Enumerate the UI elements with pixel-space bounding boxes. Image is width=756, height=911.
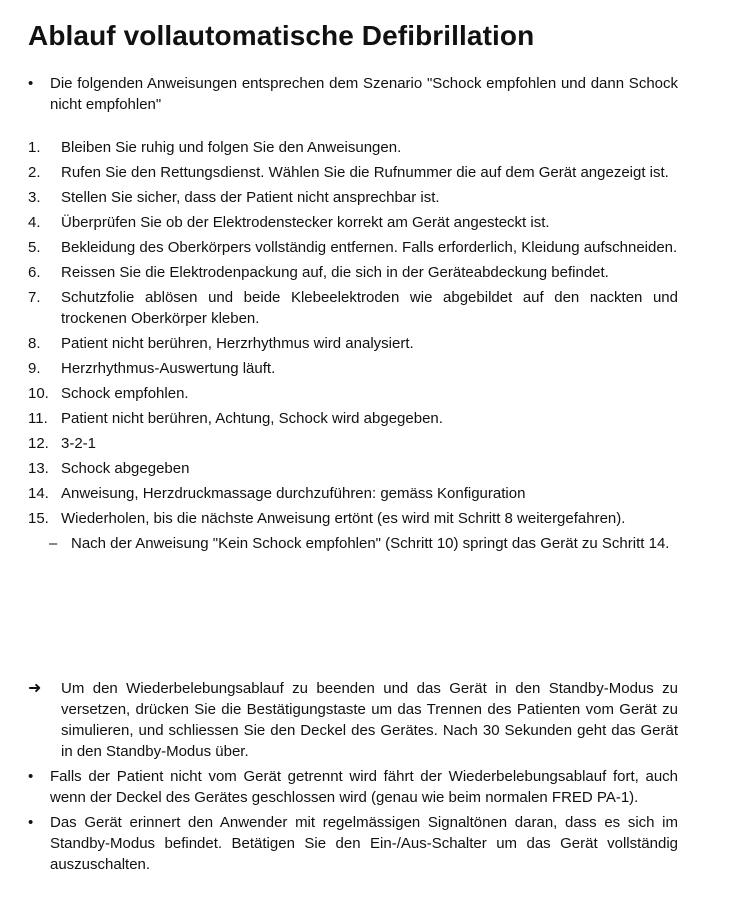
step-text: Bleiben Sie ruhig und folgen Sie den Anweisungen.: [61, 139, 402, 156]
sub-note-text: Nach der Anweisung "Kein Schock empfohlen" (Schritt 10) springt das Gerät zu Schritt 14.: [71, 535, 670, 552]
step-item: [28, 237, 678, 258]
step-text: Schutzfolie ablösen und beide Klebeelektroden wie abgebildet auf den nackten und trockenen Oberkörper kleben.: [61, 289, 678, 327]
step-item: [28, 408, 678, 429]
step-text: Anweisung, Herzdruckmassage durchzuführen: gemäss Konfiguration: [61, 485, 526, 502]
arrow-note: [28, 678, 678, 762]
step-number: 7.: [28, 289, 41, 306]
step-text: Schock empfohlen.: [61, 385, 189, 402]
step-item: [28, 333, 678, 354]
step-number: 12.: [28, 435, 49, 452]
step-text: Rufen Sie den Rettungsdienst. Wählen Sie die Rufnummer die auf dem Gerät angezeigt ist.: [61, 164, 669, 181]
step-number: 14.: [28, 485, 49, 502]
step-text: 3-2-1: [61, 435, 97, 452]
note-text: Das Gerät erinnert den Anwender mit regelmässigen Signaltönen daran, dass es sich im Standby-Modus befindet. Betätigen Sie den Ein-/Aus-Schalter um das Gerät vollständig auszuschalten.: [50, 814, 678, 873]
step-number: 4.: [28, 214, 41, 231]
page-title: Ablauf vollautomatische Defibrillation: [28, 20, 535, 51]
steps-list: [28, 137, 678, 554]
step-item: [28, 212, 678, 233]
step-item: [28, 137, 678, 158]
step-item: [28, 483, 678, 504]
step-number: 15.: [28, 510, 49, 527]
sub-note: [28, 533, 678, 554]
intro-section: [28, 73, 678, 115]
step-number: 5.: [28, 239, 41, 256]
bullet-marker: •: [28, 75, 34, 92]
bullet-note: [28, 766, 678, 808]
step-item: [28, 358, 678, 379]
step-text: Herzrhythmus-Auswertung läuft.: [61, 360, 276, 377]
intro-bullet: [28, 73, 678, 115]
step-number: 6.: [28, 264, 41, 281]
step-item: [28, 508, 678, 529]
step-text: Bekleidung des Oberkörpers vollständig entfernen. Falls erforderlich, Kleidung aufschneiden.: [61, 239, 678, 256]
step-item: [28, 287, 678, 329]
step-number: 8.: [28, 335, 41, 352]
step-text: Patient nicht berühren, Achtung, Schock wird abgegeben.: [61, 410, 443, 427]
step-item: [28, 262, 678, 283]
bullet-marker: •: [28, 768, 34, 785]
step-text: Reissen Sie die Elektrodenpackung auf, die sich in der Geräteabdeckung befindet.: [61, 264, 609, 281]
intro-text: Die folgenden Anweisungen entsprechen dem Szenario "Schock empfohlen und dann Schock nicht empfohlen": [50, 75, 678, 113]
note-text: Falls der Patient nicht vom Gerät getrennt wird fährt der Wiederbelebungsablauf fort, auch wenn der Deckel des Gerätes geschlossen wird (genau wie beim normalen FRED PA-1).: [50, 768, 678, 806]
step-item: [28, 162, 678, 183]
step-number: 10.: [28, 385, 49, 402]
step-item: [28, 433, 678, 454]
step-number: 3.: [28, 189, 41, 206]
step-text: Wiederholen, bis die nächste Anweisung ertönt (es wird mit Schritt 8 weitergefahren).: [61, 510, 626, 527]
step-text: Patient nicht berühren, Herzrhythmus wird analysiert.: [61, 335, 414, 352]
step-text: Schock abgegeben: [61, 460, 190, 477]
arrow-right-icon: ➜: [28, 680, 42, 697]
step-item: [28, 458, 678, 479]
notes-section: [28, 678, 678, 875]
bullet-note: [28, 812, 678, 875]
step-number: 9.: [28, 360, 41, 377]
bullet-marker: •: [28, 814, 34, 831]
dash-marker: –: [49, 535, 58, 552]
step-number: 2.: [28, 164, 41, 181]
step-text: Überprüfen Sie ob der Elektrodenstecker korrekt am Gerät angesteckt ist.: [61, 214, 550, 231]
note-text: Um den Wiederbelebungsablauf zu beenden und das Gerät in den Standby-Modus zu versetzen, drücken Sie die Bestätigungstaste um das Trennen des Patienten vom Gerät zu simulieren, und schliessen Sie den Deckel des Gerätes. Nach 30 Sekunden geht das Gerät in den Standby-Modus über.: [61, 680, 678, 760]
step-number: 13.: [28, 460, 49, 477]
step-item: [28, 383, 678, 404]
step-number: 1.: [28, 139, 41, 156]
step-number: 11.: [28, 410, 48, 427]
step-text: Stellen Sie sicher, dass der Patient nicht ansprechbar ist.: [61, 189, 440, 206]
step-item: [28, 187, 678, 208]
